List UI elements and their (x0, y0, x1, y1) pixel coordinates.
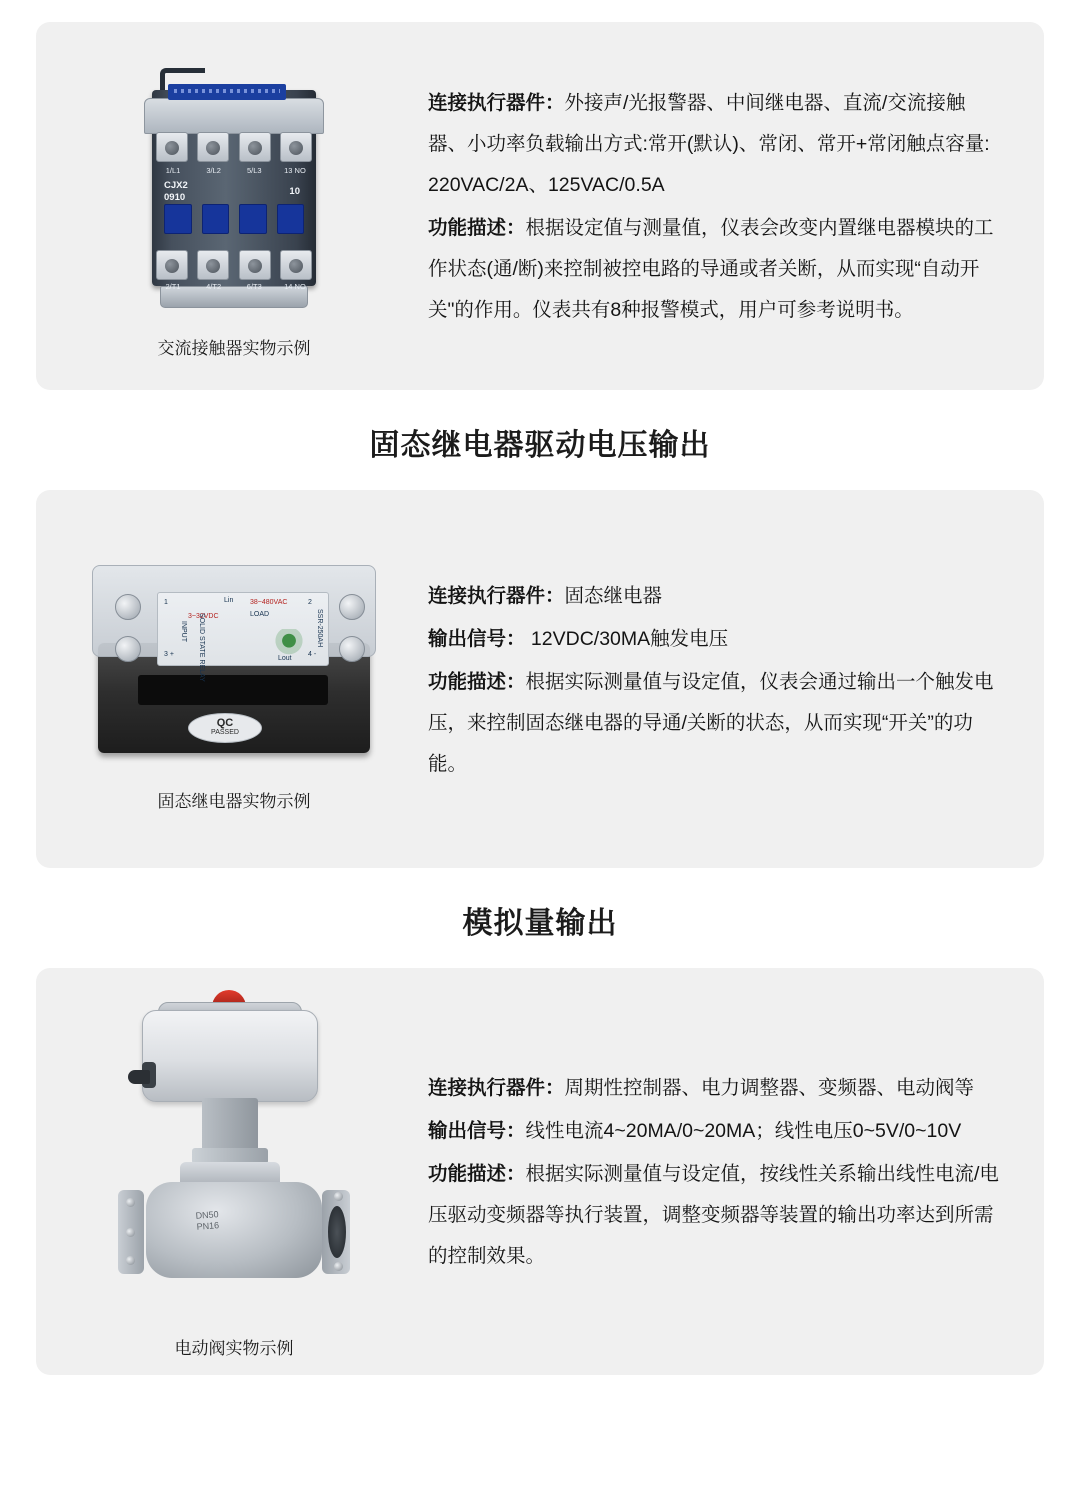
paragraph-connected-devices (428, 83, 1002, 206)
paragraph-label: 连接执行器件： (428, 1077, 565, 1099)
paragraph-function-description (428, 662, 1002, 785)
model-line-1: CJX2 (164, 179, 188, 191)
paragraph-connected-devices (428, 576, 1002, 617)
model-line-2: 0910 (164, 191, 186, 203)
qc-passed-text: PASSED (211, 728, 239, 736)
valve-actuator-housing (142, 1010, 318, 1102)
paragraph-label: 连接执行器件： (428, 584, 565, 607)
paragraph-text: 周期性控制器、电力调整器、变频器、电动阀等 (564, 1077, 975, 1099)
ac-contactor-photo (134, 54, 334, 324)
paragraph-output-signal (428, 619, 1002, 660)
valve-mark-pressure: PN16 (196, 1220, 220, 1232)
ssr-clear-cover (92, 565, 376, 682)
valve-body (146, 1182, 322, 1278)
contactor-rating-code: 10 (289, 185, 300, 197)
ssr-output-text (414, 506, 1026, 852)
section-heading-ssr: 固态继电器驱动电压输出 (369, 429, 711, 462)
paragraph-label: 功能描述： (428, 670, 526, 693)
contactor-bottom-terminal-labels (156, 282, 312, 291)
solid-state-relay-caption: 固态继电器实物示例 (157, 791, 311, 811)
bolt-icon (126, 1228, 135, 1237)
terminal-label: 6/T3 (246, 281, 262, 291)
terminal (197, 250, 229, 280)
valve-bore-opening (328, 1206, 346, 1258)
valve-manual-override-knob (128, 1070, 150, 1084)
media-solid-state-relay (54, 506, 414, 852)
bolt-icon (334, 1192, 343, 1201)
paragraph-label: 功能描述： (428, 1163, 526, 1185)
paragraph-text: 固态继电器 (564, 584, 663, 607)
blue-module (164, 204, 192, 234)
paragraph-function-description (428, 1154, 1002, 1277)
electric-valve-photo (84, 984, 384, 1324)
paragraph-text: 12VDC/30MA触发电压 (525, 627, 729, 650)
terminal (280, 132, 312, 162)
terminal-label: 14 NO (284, 281, 306, 291)
terminal (239, 132, 271, 162)
qc-text: QC (216, 716, 234, 729)
media-ac-contactor (54, 38, 414, 374)
terminal-label: 1/L1 (165, 165, 181, 175)
terminal-label: 2/T1 (165, 281, 181, 291)
valve-body-markings (195, 1209, 219, 1233)
bolt-icon (126, 1198, 135, 1207)
paragraph-output-signal (428, 1111, 1002, 1152)
ssr-load-label: LOAD (250, 610, 270, 618)
electric-valve-caption: 电动阀实物示例 (174, 1339, 294, 1358)
relay-contact-output-text (414, 38, 1026, 374)
solid-state-relay-photo (84, 547, 384, 777)
qc-passed-sticker (188, 713, 262, 743)
ssr-pin-2-label: 2 (308, 598, 312, 606)
electric-valve-illustration (84, 984, 384, 1324)
media-electric-valve (54, 984, 414, 1359)
card-analog-output (36, 968, 1044, 1375)
terminal (197, 132, 229, 162)
bolt-icon (126, 1256, 135, 1265)
screw-icon (339, 594, 365, 620)
ssr-pin-3-label: 3 + (164, 650, 174, 658)
ssr-vent-slot (138, 675, 328, 705)
blue-module (239, 204, 267, 234)
ssr-pin-4-label: 4 - (308, 650, 317, 658)
paragraph-label: 输出信号： (428, 1120, 526, 1142)
ssr-model-label: SSR-250AH (316, 608, 323, 647)
ssr-input-range-label: 3~32VDC (188, 612, 219, 620)
terminal-label: 3/L2 (206, 165, 221, 175)
terminal (156, 250, 188, 280)
screw-icon (339, 636, 365, 662)
contactor-hood (144, 98, 324, 134)
blue-module (202, 204, 230, 234)
card-relay-contact-output (36, 22, 1044, 390)
bottom-spacer (0, 1375, 1080, 1401)
paragraph-function-description (428, 208, 1002, 331)
terminal-label: 13 NO (284, 165, 306, 175)
contactor-top-terminal-labels (156, 166, 312, 175)
card-ssr-output (36, 490, 1044, 868)
ac-contactor-caption: 交流接触器实物示例 (157, 338, 311, 358)
ssr-load-out-label: Lout (278, 654, 292, 662)
terminal (239, 250, 271, 280)
ssr-input-label: INPUT (180, 620, 187, 642)
analog-output-text (414, 984, 1026, 1359)
paragraph-text: 根据实际测量值与设定值，仪表会通过输出一个触发电压，来控制固态继电器的导通/关断的状态，从而实现“开关”的功能。 (428, 670, 994, 775)
terminal-label: 4/T2 (206, 281, 222, 291)
paragraph-label: 输出信号： (428, 627, 526, 650)
paragraph-label: 功能描述： (428, 217, 526, 239)
terminal-label: 5/L3 (247, 165, 262, 175)
contactor-label-strip (168, 84, 286, 100)
ac-contactor-illustration (134, 54, 334, 324)
paragraph-text: 外接声/光报警器、中间继电器、直流/交流接触器、小功率负载输出方式:常开(默认)、常闭、常开+常闭触点容量: 220VAC/2A、125VAC/0.5A (428, 92, 990, 196)
ssr-illustration (84, 547, 384, 777)
valve-mounting-bracket (202, 1098, 258, 1154)
paragraph-text: 根据设定值与测量值，仪表会改变内置继电器模块的工作状态(通/断)来控制被控电路的导通或者关断，从而实现“自动开关"的作用。仪表共有8种报警模式，用户可参考说明书。 (428, 217, 994, 321)
contactor-model-code (164, 180, 188, 204)
valve-mark-size: DN50 (195, 1209, 219, 1221)
ssr-load-in-label: Lin (224, 596, 234, 604)
ssr-type-label: SOLID STATE RELAY (198, 612, 205, 682)
terminal (280, 250, 312, 280)
ssr-pin-1-label: 1 (164, 598, 168, 606)
screw-icon (115, 594, 141, 620)
contactor-blue-modules (164, 204, 304, 234)
ssr-nameplate (157, 592, 329, 682)
paragraph-label: 连接执行器件： (428, 92, 565, 114)
paragraph-text: 线性电流4~20MA/0~20MA；线性电压0~5V/0~10V (525, 1120, 962, 1142)
contactor-bottom-terminals (156, 250, 312, 280)
manufacturer-logo-icon (272, 629, 306, 655)
bolt-icon (334, 1262, 343, 1271)
top-spacer (0, 0, 1080, 22)
ssr-load-range-label: 38~480VAC (250, 598, 288, 606)
paragraph-connected-devices (428, 1068, 1002, 1109)
terminal (156, 132, 188, 162)
blue-module (277, 204, 305, 234)
paragraph-text: 根据实际测量值与设定值，按线性关系输出线性电流/电压驱动变频器等执行装置，调整变频器等装置的输出功率达到所需的控制效果。 (428, 1163, 999, 1267)
contactor-top-terminals (156, 132, 312, 162)
section-heading-analog: 模拟量输出 (462, 907, 618, 940)
screw-icon (115, 636, 141, 662)
